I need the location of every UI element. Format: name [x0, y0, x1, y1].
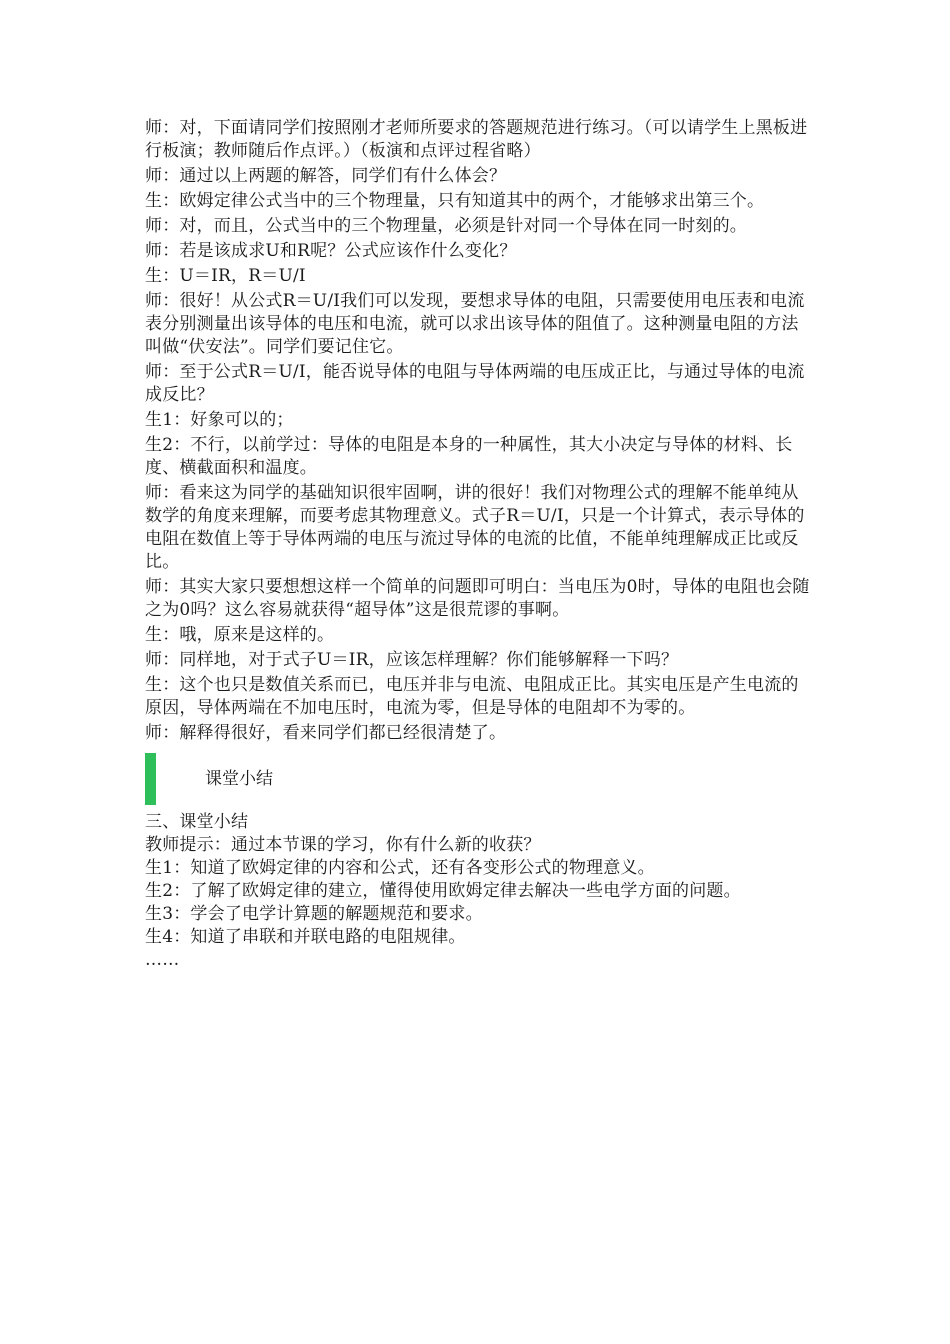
section-heading-text: 课堂小结	[205, 769, 273, 789]
dialogue-line: 师：通过以上两题的解答，同学们有什么体会？	[145, 166, 507, 186]
dialogue-line: 师：解释得很好，看来同学们都已经很清楚了。	[145, 723, 507, 743]
dialogue-line: 生：哦，原来是这样的。	[145, 625, 335, 645]
document-body	[145, 117, 810, 972]
dialogue-line: 生1：好象可以的；	[145, 410, 294, 430]
dialogue-line: 师：对，而且，公式当中的三个物理量，必须是针对同一个导体在同一时刻的。	[145, 216, 747, 236]
dialogue-line: 生：这个也只是数值关系而已，电压并非与电流、电阻成正比。其实电压是产生电流的原因，导体两端在不加电压时，电流为零，但是导体的电阻却不为零的。	[145, 675, 799, 718]
summary-title: 三、课堂小结	[145, 812, 249, 832]
ellipsis: ……	[145, 950, 180, 970]
summary-answer: 生3：学会了电学计算题的解题规范和要求。	[145, 904, 483, 924]
summary-prompt: 教师提示：通过本节课的学习，你有什么新的收获？	[145, 835, 541, 855]
summary-answer: 生1：知道了欧姆定律的内容和公式，还有各变形公式的物理意义。	[145, 858, 655, 878]
dialogue-line: 师：对，下面请同学们按照刚才老师所要求的答题规范进行练习。（可以请学生上黑板进行板演；教师随后作点评。）（板演和点评过程省略）	[145, 118, 808, 161]
dialogue-line: 师：同样地，对于式子U＝IR，应该怎样理解？你们能够解释一下吗？	[145, 650, 679, 670]
dialogue-line: 师：其实大家只要想想这样一个简单的问题即可明白：当电压为0时，导体的电阻也会随之为0吗？这么容易就获得“超导体”这是很荒谬的事啊。	[145, 577, 810, 620]
dialogue-line: 生：U＝IR，R＝U/I	[145, 266, 306, 286]
dialogue-line: 师：看来这为同学的基础知识很牢固啊，讲的很好！我们对物理公式的理解不能单纯从数学的角度来理解，而要考虑其物理意义。式子R＝U/I，只是一个计算式，表示导体的电阻在数值上等于导体两端的电压与流过导体的电流的比值，不能单纯理解成正比或反比。	[145, 483, 805, 572]
dialogue-line: 师：很好！从公式R＝U/I我们可以发现，要想求导体的电阻，只需要使用电压表和电流表分别测量出该导体的电压和电流，就可以求出该导体的阻值了。这种测量电阻的方法叫做“伏安法”。同学们要记住它。	[145, 291, 805, 357]
accent-bar	[145, 753, 156, 805]
section-heading	[145, 753, 810, 805]
dialogue-line: 生2：不行，以前学过：导体的电阻是本身的一种属性，其大小决定与导体的材料、长度、横截面积和温度。	[145, 435, 793, 478]
dialogue-line: 师：若是该成求U和R呢？公式应该作什么变化？	[145, 241, 517, 261]
summary-answer: 生4：知道了串联和并联电路的电阻规律。	[145, 927, 466, 947]
summary-answer: 生2：了解了欧姆定律的建立，懂得使用欧姆定律去解决一些电学方面的问题。	[145, 881, 741, 901]
dialogue-line: 师：至于公式R＝U/I，能否说导体的电阻与导体两端的电压成正比，与通过导体的电流成反比？	[145, 362, 805, 405]
dialogue-line: 生：欧姆定律公式当中的三个物理量，只有知道其中的两个，才能够求出第三个。	[145, 191, 765, 211]
